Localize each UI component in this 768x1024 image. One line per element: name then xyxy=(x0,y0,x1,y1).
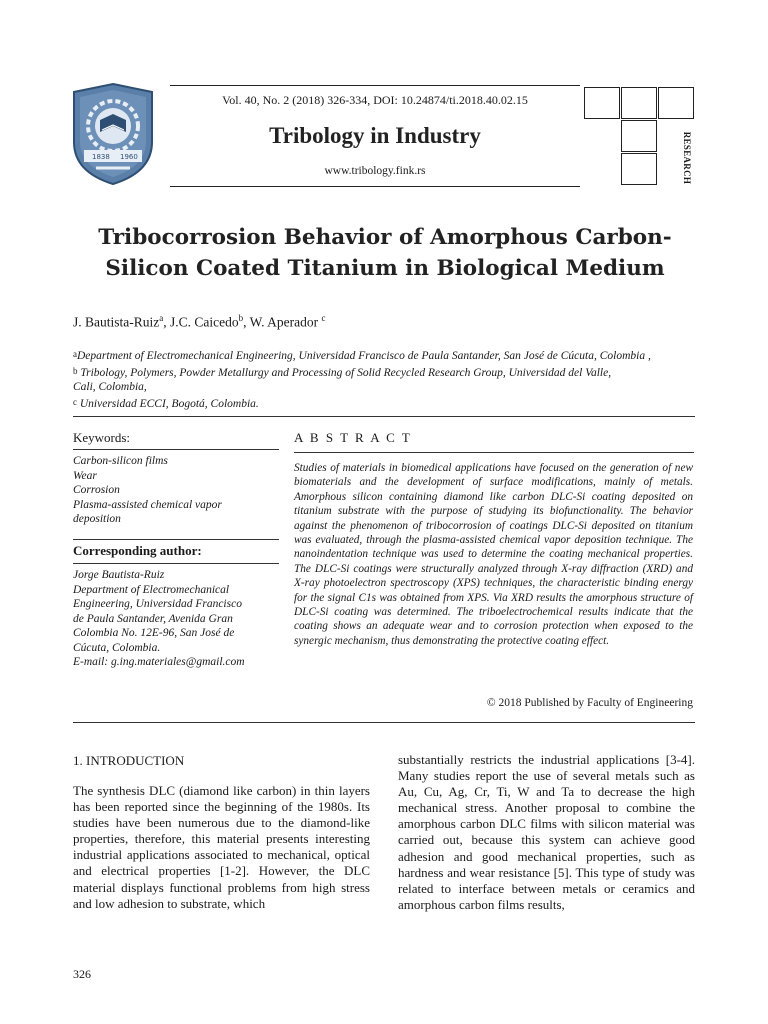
decor-box xyxy=(584,87,620,119)
journal-title: Tribology in Industry xyxy=(269,123,481,148)
section-heading-introduction: 1. INTRODUCTION xyxy=(73,753,185,768)
keyword-item: Carbon-silicon films xyxy=(73,455,168,467)
corresponding-author-details xyxy=(73,568,283,670)
corresponding-line: Department of Electromechanical xyxy=(73,583,230,596)
keywords-bottom-rule xyxy=(73,539,279,540)
logo-year-left: 1838 xyxy=(92,153,110,161)
author-mark: b xyxy=(238,313,244,323)
paper-title xyxy=(70,222,700,284)
corresponding-line: de Paula Santander, Avenida Gran xyxy=(73,612,233,625)
author-name: W. Aperador xyxy=(249,314,319,330)
corresponding-line: Engineering, Universidad Francisco xyxy=(73,598,242,610)
author-name: J. Bautista-Ruiz xyxy=(73,314,160,330)
author-list: J. Bautista-Ruiz$^a$, J.C. Caicedo$^b$, W. Aperador $^c$ xyxy=(73,313,326,330)
affiliations xyxy=(73,347,703,411)
body-right-column: substantially restricts the industrial applications [3-4]. Many studies report the use of several metals such as Au, Cu, Ag, Cr, Ti, W and Ta to decrease the high mechanical stress. Another proposal to combine the amorphous carbon DLC films with silicon material was carried out, because this system can achieve good adhesion and good mechanical properties, such as hardness and wear resistance [5]. This type of study was related to interface between metals or ceramics and amorphous carbon films results, xyxy=(398,752,695,912)
paper-title-line-2: Silicon Coated Titanium in Biological Medium xyxy=(105,256,665,281)
author-name: J.C. Caicedo xyxy=(170,314,239,330)
logo-year-right: 1960 xyxy=(120,153,138,161)
journal-url[interactable]: www.tribology.fink.rs xyxy=(324,165,426,177)
decor-box xyxy=(621,120,657,152)
corresponding-rule xyxy=(73,563,279,564)
author-mark: c xyxy=(321,313,326,323)
page-number: 326 xyxy=(73,967,91,981)
section-rule xyxy=(73,416,695,417)
corresponding-line: Cúcuta, Colombia. xyxy=(73,641,161,654)
keywords-list xyxy=(73,454,273,527)
header-top-rule xyxy=(170,85,580,86)
keyword-item: Wear xyxy=(73,469,97,482)
affiliation-b-cont: Cali, Colombia, xyxy=(73,381,147,393)
decor-box xyxy=(621,87,657,119)
affiliation-c: c Universidad ECCI, Bogotá, Colombia. xyxy=(73,396,259,410)
decor-box xyxy=(658,87,694,119)
header-bottom-rule xyxy=(170,186,580,187)
copyright-notice: © 2018 Published by Faculty of Engineering xyxy=(486,697,693,709)
keywords-rule xyxy=(73,449,279,450)
corresponding-email[interactable]: E-mail: g.ing.materiales@gmail.com xyxy=(73,656,245,668)
abstract-text: Studies of materials in biomedical applications have focused on the generation of new biomaterials and the development of surface modifications, mainly of metals. Amorphous silicon containing diamond like carbon DLC-Si coating deposited on titanium substrate with the purpose of studying its biofunctionality. The behavior against the phenomenon of tribocorrosion of coatings DLC-Si deposited on titanium was evaluated, through the plasma-assisted chemical vapor deposition technique. The nanoindentation technique was used to determine the coating mechanical properties. The DLC-Si coatings were structurally analyzed through X-ray diffraction (XRD) and X-ray photoelectron spectroscopy (XPS) techniques, the characteristic binding energy for the signal C1s was obtained from XPS. Via XRD results the amorphous structure of DLC-Si coating was determined. The triboelectrochemical results indicate that the coating shows an adequate wear and to corrosion protection when exposed to the synergic mechanism, thus demonstrating the protective coating effect. xyxy=(294,462,693,647)
volume-doi-line: Vol. 40, No. 2 (2018) 326-334, DOI: 10.24874/ti.2018.40.02.15 xyxy=(222,93,528,107)
abstract-rule xyxy=(294,452,694,453)
corresponding-line: Colombia No. 12E-96, San José de xyxy=(73,627,235,639)
affiliation-a: aDepartment of Electromechanical Engineering, Universidad Francisco de Paula Santander, San José de Cúcuta, Colombia , xyxy=(73,349,651,362)
paper-title-line-1: Tribocorrosion Behavior of Amorphous Carbon- xyxy=(98,225,672,250)
corresponding-author-heading: Corresponding author: xyxy=(73,543,202,558)
keyword-item: Corrosion xyxy=(73,484,120,496)
decor-box xyxy=(621,153,657,185)
author-mark: a xyxy=(159,313,164,323)
abstract-bottom-rule xyxy=(73,722,695,723)
affiliation-b: b Tribology, Polymers, Powder Metallurgy and Processing of Solid Recycled Research Group, Universidad del Valle, xyxy=(73,365,612,379)
abstract-heading: A B S T R A C T xyxy=(294,430,412,445)
keyword-item: deposition xyxy=(73,513,121,525)
body-left-column: The synthesis DLC (diamond like carbon) in thin layers has been reported since the beginning of the 1980s. Its studies have been numerous due to the diamond-like properties, therefore, this material presents interesting industrial applications associated to mechanical, optical and electrical properties [1-2]. However, the DLC material displays functional problems from high stress and low adhesion to substrate, which xyxy=(73,783,370,911)
corresponding-line: Jorge Bautista-Ruiz xyxy=(73,569,165,581)
keywords-heading: Keywords: xyxy=(73,430,131,445)
journal-logo xyxy=(70,80,156,188)
research-label: RESEARCH xyxy=(682,131,692,185)
keyword-item: Plasma-assisted chemical vapor xyxy=(73,498,222,511)
